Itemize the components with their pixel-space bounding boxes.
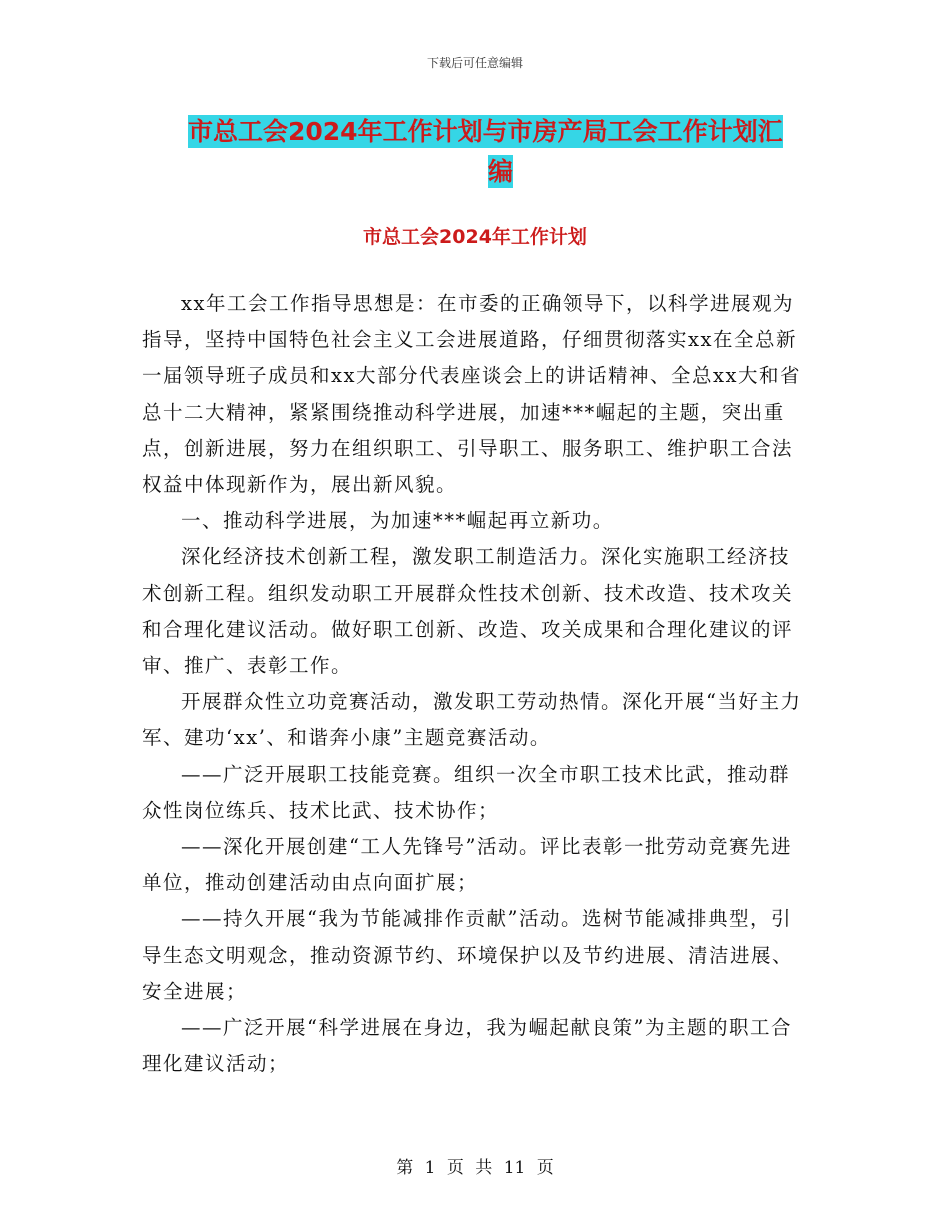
document-title [188, 112, 813, 192]
section-title: 市总工会2024年工作计划 [363, 226, 587, 248]
paragraph: ——持久开展“我为节能减排作贡献”活动。选树节能减排典型，引导生态文明观念，推动资源节约、环境保护以及节约进展、清洁进展、安全进展； [142, 907, 794, 1003]
title-line-2: 编 [487, 157, 513, 186]
page-header-note: 下载后可任意编辑 [426, 56, 523, 70]
page-footer: 第 1 页 共 11 页 [396, 1158, 554, 1178]
paragraph: xx年工会工作指导思想是：在市委的正确领导下，以科学进展观为指导，坚持中国特色社会主义工会进展道路，仔细贯彻落实xx在全总新一届领导班子成员和xx大部分代表座谈会上的讲话精神、全总xx大和省总十二大精神，紧紧围绕推动科学进展，加速***崛起的主题，突出重点，创新进展，努力在组织职工、引导职工、服务职工、维护职工合法权益中体现新作为，展出新风貌。 [142, 292, 801, 497]
document-body [142, 286, 802, 1082]
paragraph: ——广泛开展“科学进展在身边，我为崛起献良策”为主题的职工合理化建议活动； [142, 1016, 792, 1076]
paragraph: 一、推动科学进展，为加速***崛起再立新功。 [181, 509, 614, 533]
paragraph: 深化经济技术创新工程，激发职工制造活力。深化实施职工经济技术创新工程。组织发动职工开展群众性技术创新、技术改造、技术攻关和合理化建议活动。做好职工创新、改造、攻关成果和合理化建议的评审、推广、表彰工作。 [142, 545, 794, 678]
paragraph: 开展群众性立功竞赛活动，激发职工劳动热情。深化开展“当好主力军、建功‘xx’、和谐奔小康”主题竞赛活动。 [142, 690, 802, 750]
paragraph: ——深化开展创建“工人先锋号”活动。评比表彰一批劳动竞赛先进单位，推动创建活动由点向面扩展； [142, 835, 792, 895]
title-line-1: 市总工会2024年工作计划与市房产局工会工作计划汇 [188, 117, 783, 146]
paragraph: ——广泛开展职工技能竞赛。组织一次全市职工技术比武，推动群众性岗位练兵、技术比武、技术协作； [142, 762, 791, 822]
